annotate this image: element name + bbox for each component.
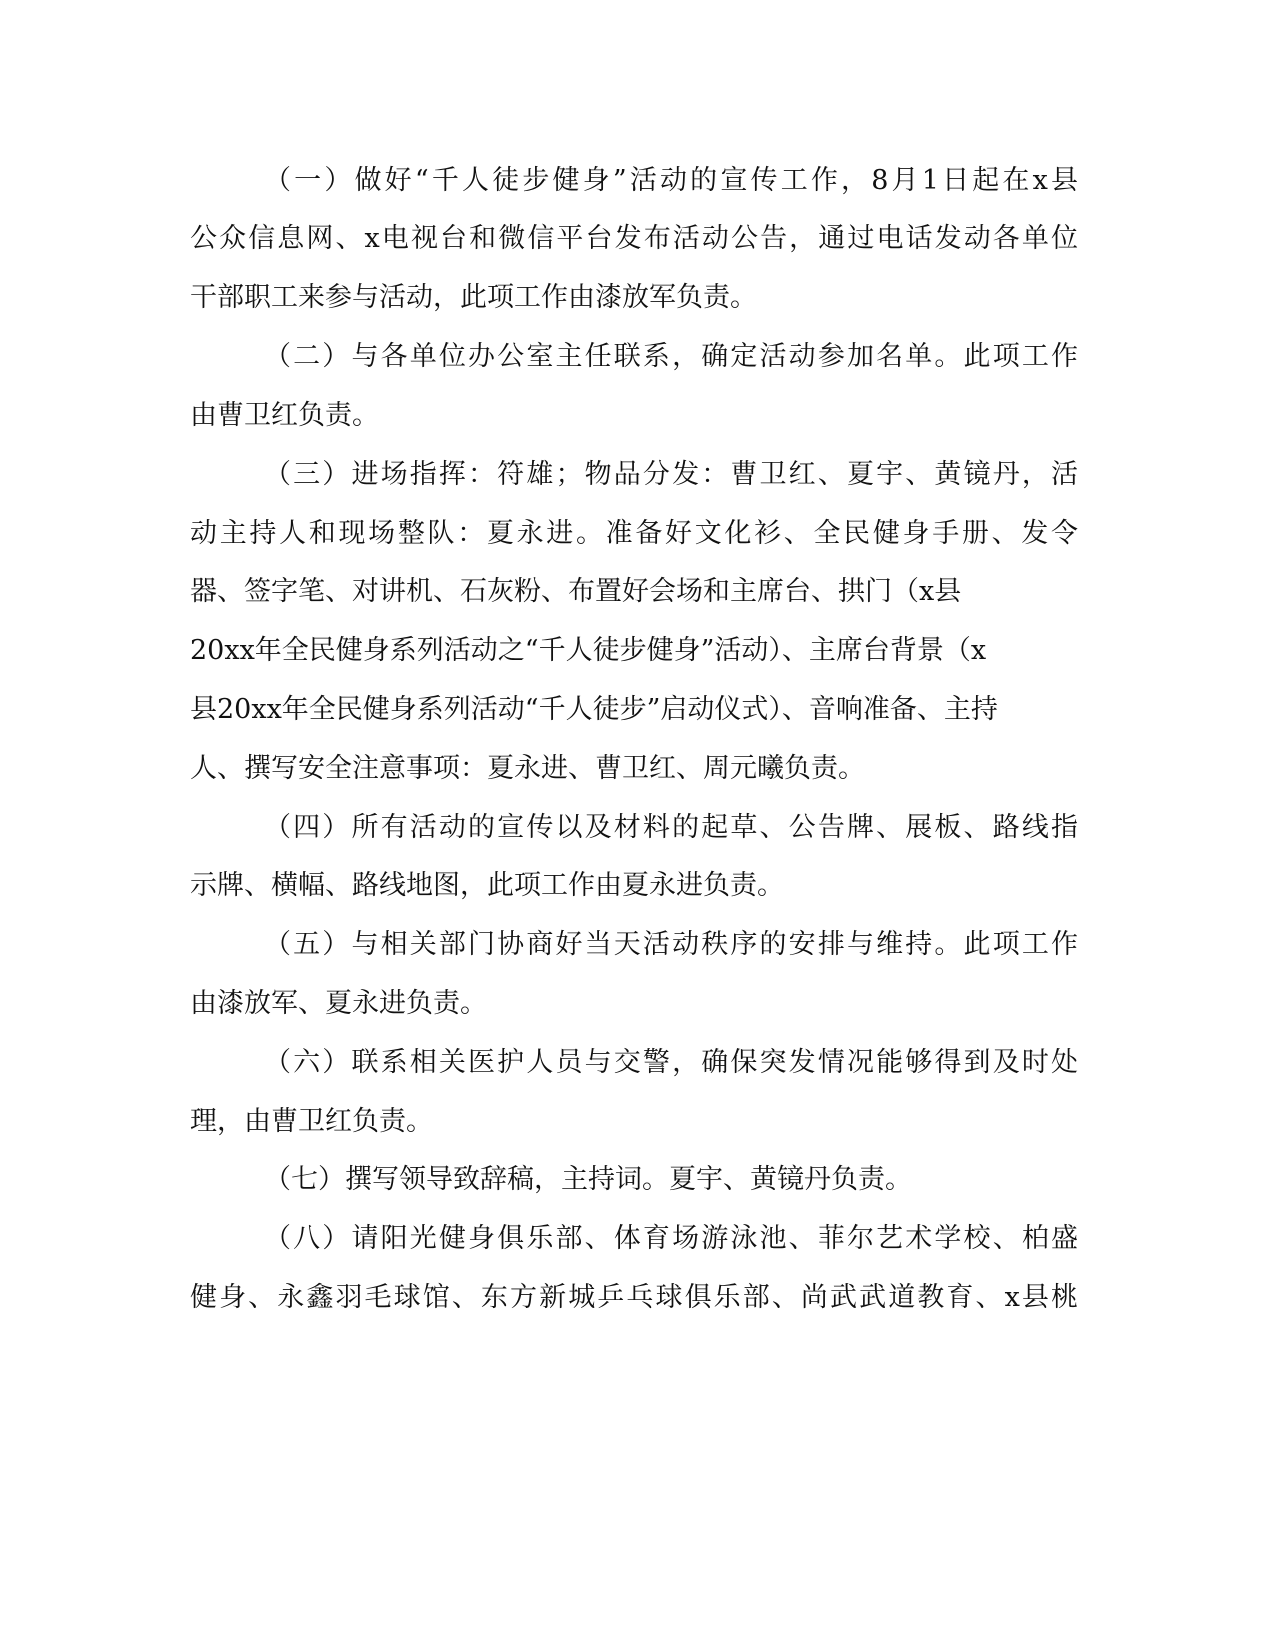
text-line: （六）联系相关医护人员与交警，确保突发情况能够得到及时处 — [264, 1047, 1078, 1078]
text-line: （五）与相关部门协商好当天活动秩序的安排与维持。此项工作 — [264, 929, 1078, 960]
text-line: 由漆放军、夏永进负责。 — [190, 988, 487, 1019]
text-line: 县20xx年全民健身系列活动“千人徒步”启动仪式）、音响准备、主持 — [190, 694, 998, 725]
text-line: 器、签字笔、对讲机、石灰粉、布置好会场和主席台、拱门（x县 — [190, 576, 962, 607]
text-line: （三）进场指挥：符雄；物品分发：曹卫红、夏宇、黄镜丹，活 — [264, 459, 1078, 490]
text-line: 示牌、横幅、路线地图，此项工作由夏永进负责。 — [190, 870, 784, 901]
text-line: 由曹卫红负责。 — [190, 400, 379, 431]
text-line: （四）所有活动的宣传以及材料的起草、公告牌、展板、路线指 — [264, 812, 1078, 843]
text-line: 公众信息网、x电视台和微信平台发布活动公告，通过电话发动各单位 — [190, 223, 1078, 254]
text-line: 干部职工来参与活动，此项工作由漆放军负责。 — [190, 282, 757, 313]
text-line: 动主持人和现场整队：夏永进。准备好文化衫、全民健身手册、发令 — [190, 518, 1078, 549]
text-line: 人、撰写安全注意事项：夏永进、曹卫红、周元曦负责。 — [190, 753, 865, 784]
text-line: 健身、永鑫羽毛球馆、东方新城乒乓球俱乐部、尚武武道教育、x县桃 — [190, 1282, 1078, 1313]
text-line: （二）与各单位办公室主任联系，确定活动参加名单。此项工作 — [264, 341, 1078, 372]
text-line: （八）请阳光健身俱乐部、体育场游泳池、菲尔艺术学校、柏盛 — [264, 1223, 1078, 1254]
text-line: 20xx年全民健身系列活动之“千人徒步健身”活动）、主席台背景（x — [190, 635, 987, 666]
text-line: 理，由曹卫红负责。 — [190, 1106, 433, 1137]
text-line: （七）撰写领导致辞稿，主持词。夏宇、黄镜丹负责。 — [264, 1164, 912, 1195]
text-line: （一）做好“千人徒步健身”活动的宣传工作，8月1日起在x县 — [264, 165, 1078, 196]
